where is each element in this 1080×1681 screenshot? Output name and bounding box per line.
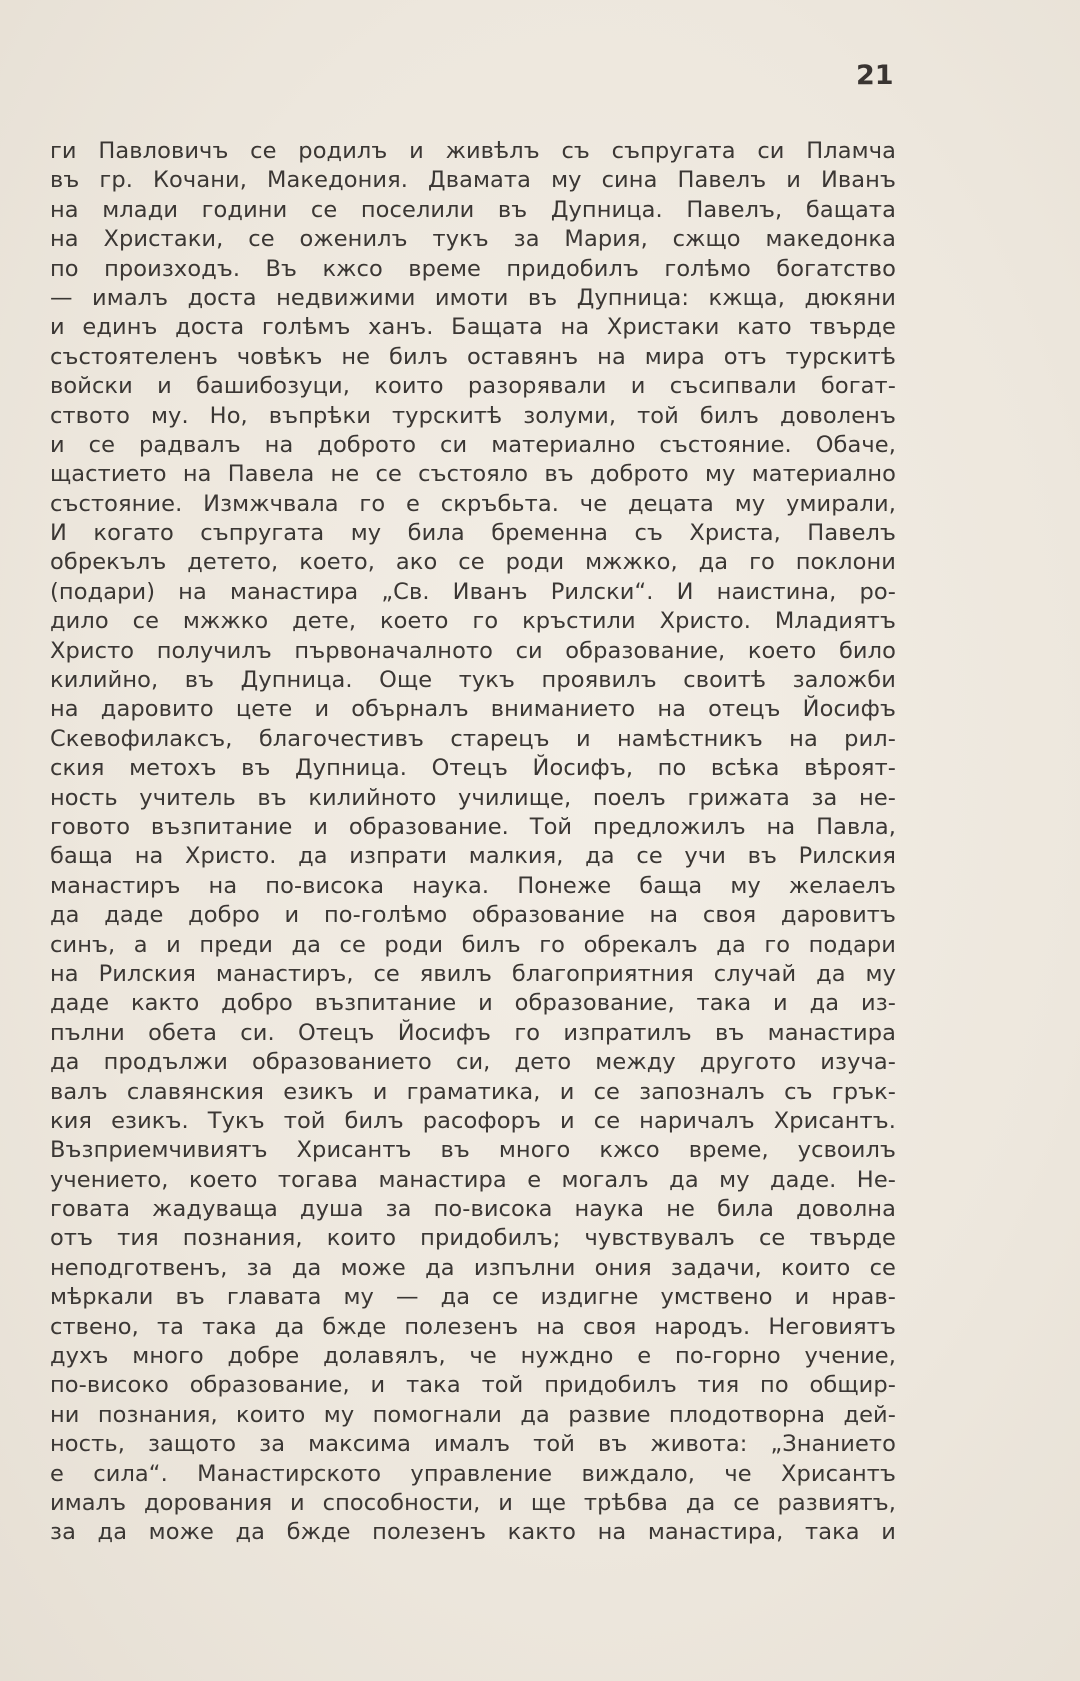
text-line: ность, защото за максима ималъ той въ живота: „Знанието	[50, 1431, 896, 1458]
text-line: да даде добро и по-голѣмо образование на своя даровитъ	[50, 902, 896, 929]
text-line: говата жадуваща душа за по-висока наука не била доволна	[50, 1196, 896, 1223]
text-line: неподготвенъ, за да може да изпълни ония задачи, които се	[50, 1254, 896, 1281]
text-line: Скевофилаксъ, благочестивъ старецъ и намѣстникъ на рил-	[50, 725, 896, 752]
text-line: И когато съпругата му била бременна съ Христа, Павелъ	[50, 520, 896, 547]
text-line: и единъ доста голѣмъ ханъ. Бащата на Христаки като твърде	[50, 314, 896, 341]
text-line: ствено, та така да бжде полезенъ на своя народъ. Неговиятъ	[50, 1313, 896, 1340]
text-line: отъ тия познания, които придобилъ; чувствувалъ се твърде	[50, 1225, 896, 1252]
text-line: щастието на Павела не се състояло въ доброто му материално	[50, 461, 896, 488]
text-line: ги Павловичъ се родилъ и живѣлъ съ съпругата си Пламча	[50, 138, 896, 164]
text-line: по произходъ. Въ кжсо време придобилъ голѣмо богатство	[50, 255, 896, 282]
text-line: състояние. Измжчвала го е скръбьта. че децата му умирали,	[50, 490, 896, 517]
text-line: на даровито цете и обърналъ вниманието на отецъ Йосифъ	[50, 696, 896, 723]
text-line: ството му. Но, въпрѣки турскитѣ золуми, той билъ доволенъ	[50, 402, 896, 429]
text-line: учението, което тогава манастира е могалъ да му даде. Не-	[50, 1166, 896, 1193]
text-line: даде както добро възпитание и образование, така и да из-	[50, 990, 896, 1017]
text-line: валъ славянския езикъ и граматика, и се запозналъ съ грък-	[50, 1078, 896, 1105]
text-line: и се радвалъ на доброто си материално състояние. Обаче,	[50, 431, 896, 458]
text-line: баща на Христо. да изпрати малкия, да се учи въ Рилския	[50, 843, 896, 870]
text-line: за да може да бжде полезенъ както на манастира, така и	[50, 1519, 896, 1546]
text-line: ность учитель въ килийното училище, поелъ грижата за не-	[50, 784, 896, 811]
text-line: ни познания, които му помогнали да развие плодотворна дей-	[50, 1401, 896, 1428]
text-line: Христо получилъ първоначалното си образование, което било	[50, 637, 896, 664]
text-line: духъ много добре долавялъ, че нуждно е по-горно учение,	[50, 1343, 896, 1370]
text-line: по-високо образование, и така той придобилъ тия по общир-	[50, 1372, 896, 1399]
text-line: килийно, въ Дупница. Още тукъ проявилъ своитѣ заложби	[50, 667, 896, 694]
text-line: обрекълъ детето, което, ако се роди мжжко, да го поклони	[50, 549, 896, 576]
text-line: на Христаки, се оженилъ тукъ за Мария, сжщо македонка	[50, 226, 896, 253]
text-line: пълни обета си. Отецъ Йосифъ го изпратилъ въ манастира	[50, 1019, 896, 1046]
text-line: да продължи образованието си, дето между другото изуча-	[50, 1049, 896, 1076]
text-line: (подари) на манастира „Св. Иванъ Рилски“. И наистина, ро-	[50, 578, 896, 605]
text-line: на млади години се поселили въ Дупница. Павелъ, бащата	[50, 196, 896, 223]
text-line: състоятеленъ човѣкъ не билъ оставянъ на мира отъ турскитѣ	[50, 343, 896, 370]
text-line: ималъ дорования и способности, и ще трѣбва да се развиятъ,	[50, 1489, 896, 1516]
text-line: мѣркали въ главата му — да се издигне умствено и нрав-	[50, 1284, 896, 1311]
text-line: синъ, а и преди да се роди билъ го обрекалъ да го подари	[50, 931, 896, 958]
text-line: — ималъ доста недвижими имоти въ Дупница: кжща, дюкяни	[50, 284, 896, 311]
text-line: говото възпитание и образование. Той предложилъ на Павла,	[50, 813, 896, 840]
text-line: ския метохъ въ Дупница. Отецъ Йосифъ, по всѣка вѣроят-	[50, 755, 896, 782]
text-line: въ гр. Кочани, Македония. Двамата му сина Павелъ и Иванъ	[50, 167, 896, 194]
text-line: дило се мжжко дете, което го кръстили Христо. Младиятъ	[50, 608, 896, 635]
body-text	[50, 137, 896, 1548]
text-line: Възприемчивиятъ Хрисантъ въ много кжсо време, усвоилъ	[50, 1137, 896, 1164]
text-line: кия езикъ. Тукъ той билъ расофоръ и се наричалъ Хрисантъ.	[50, 1107, 896, 1134]
text-line: на Рилския манастиръ, се явилъ благоприятния случай да му	[50, 960, 896, 987]
text-line: манастиръ на по-висока наука. Понеже баща му желаелъ	[50, 872, 896, 899]
page-number: 21	[856, 60, 894, 91]
text-line: войски и башибозуци, които разорявали и съсипвали богат-	[50, 373, 896, 400]
text-line: е сила“. Манастирското управление виждало, че Хрисантъ	[50, 1460, 896, 1487]
